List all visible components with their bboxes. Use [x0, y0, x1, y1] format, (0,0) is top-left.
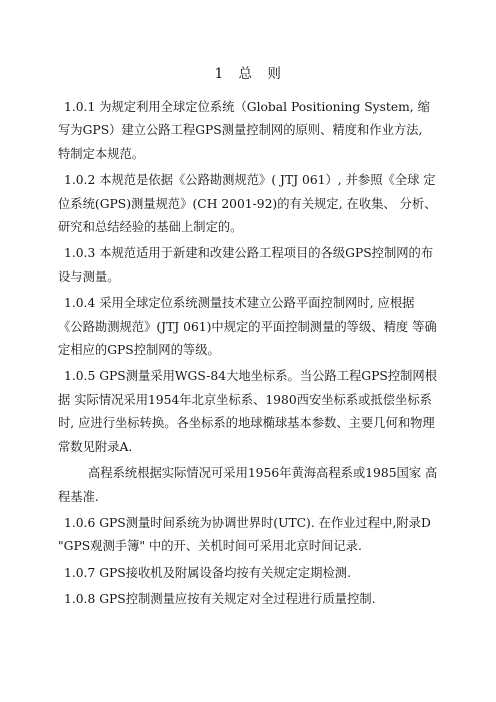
- paragraph-1-0-2: 1.0.2 本规范是依据《公路勘测规范》( JTJ 061）, 并参照《全球 定位系统(GPS)测量规范》(CH 2001-92)的有关规定, 在收集、 分析、研究和总结经验的基础上制定的。: [58, 173, 437, 235]
- paragraph-1-0-4: 1.0.4 采用全球定位系统测量技术建立公路平面控制网时, 应根据《公路勘测规范》(JTJ 061)中规定的平面控制测量的等级、精度 等确定相应的GPS控制网的等级。: [58, 296, 437, 358]
- paragraph-1-0-5: 1.0.5 GPS测量采用WGS-84大地坐标系。当公路工程GPS控制网根据 实际情况采用1954年北京坐标系、1980西安坐标系或抵偿坐标系时, 应进行坐标转换。各坐标系的地球椭球基本参数、主要几何和物理 常数见附录A.: [58, 369, 438, 454]
- paragraph-1-0-6: 1.0.6 GPS测量时间系统为协调世界时(UTC). 在作业过程中,附录D "GPS观测手簿" 中的开、关机时间可采用北京时间记录.: [58, 515, 431, 554]
- paragraph-1-0-8: 1.0.8 GPS控制测量应按有关规定对全过程进行质量控制.: [64, 592, 376, 607]
- paragraph-1-0-3: 1.0.3 本规范适用于新建和改建公路工程项目的各级GPS控制网的布 设与测量。: [58, 246, 434, 284]
- paragraph-1-0-1: 1.0.1 为规定利用全球定位系统（Global Positioning System, 缩 写为GPS）建立公路工程GPS测量控制网的原则、精度和作业方法, 特制定本规范。: [58, 100, 430, 161]
- paragraph-1-0-7: 1.0.7 GPS接收机及附属设备均按有关规定定期检测.: [64, 565, 351, 580]
- paragraph-elevation-system: 高程系统根据实际情况可采用1956年黄海高程系或1985国家 高程基准.: [58, 466, 438, 504]
- chapter-title: 1 总 则: [214, 66, 282, 82]
